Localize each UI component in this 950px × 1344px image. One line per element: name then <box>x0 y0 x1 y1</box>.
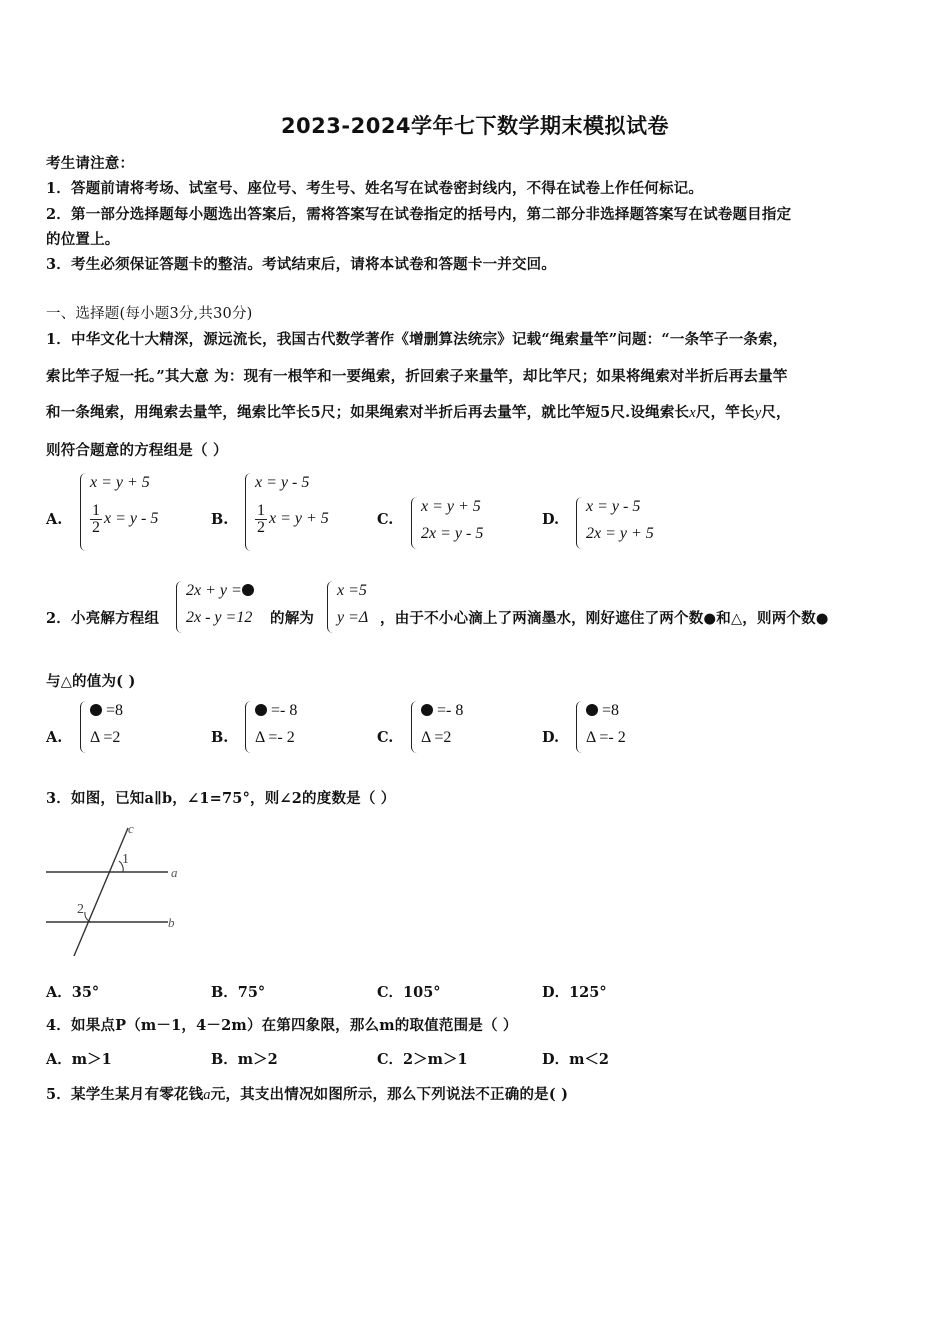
q2-option-c-system: =- 8 Δ =2 <box>411 701 491 753</box>
ink-dot-icon <box>255 704 267 716</box>
q1-option-b-label[interactable]: B. <box>211 511 229 528</box>
q3-stem: 3．如图，已知a∥b，∠1=75°，则∠2的度数是（ ） <box>46 790 396 807</box>
q2-line-2: 与△的值为( ) <box>46 673 136 690</box>
section-heading: 一、选择题(每小题3分,共30分) <box>46 306 253 322</box>
ink-dot-icon <box>90 704 102 716</box>
q1-line: 1．中华文化十大精深，源远流长，我国古代数学著作《增删算法统宗》记载“绳索量竿”问题：“一条竿子一条索， <box>46 331 788 348</box>
q4-stem: 4．如果点P（m－1，4－2m）在第四象限，那么m的取值范围是（ ） <box>46 1017 518 1034</box>
q1-option-a-system: x = y + 5 $\frac{1}{2}$ x = y - 5 <box>80 473 190 551</box>
q3-option-c[interactable]: C．105° <box>377 984 441 1001</box>
q3-option-a[interactable]: A．35° <box>46 984 100 1001</box>
q3-option-d[interactable]: D．125° <box>542 984 607 1001</box>
q4-option-c[interactable]: C．2＞m＞1 <box>377 1051 468 1068</box>
ink-dot-icon <box>586 704 598 716</box>
line-c <box>74 828 128 956</box>
label-a: a <box>171 865 178 880</box>
ink-dot-icon <box>242 584 254 596</box>
q1-option-a-label[interactable]: A. <box>46 511 63 528</box>
q3-option-b[interactable]: B．75° <box>211 984 266 1001</box>
q2-suffix: ，由于不小心滴上了两滴墨水，刚好遮住了两个数●和△，则两个数● <box>380 610 829 627</box>
q1-line: 索比竿子短一托。”其大意 为：现有一根竿和一要绳索，折回索子来量竿，却比竿尺；如果将绳索对半折后再去量竿 <box>46 368 788 385</box>
var-y: y <box>754 405 762 421</box>
q1-option-d-label[interactable]: D. <box>542 511 560 528</box>
ink-dot-icon <box>421 704 433 716</box>
q2-option-b-label[interactable]: B. <box>211 729 229 746</box>
q2-system: 2x + y = 2x - y =12 <box>176 581 271 633</box>
q1-option-c-label[interactable]: C. <box>377 511 394 528</box>
page-title: 2023-2024学年七下数学期末模拟试卷 <box>280 114 670 138</box>
q4-option-d[interactable]: D．m＜2 <box>542 1051 610 1068</box>
q1-line: 则符合题意的方程组是（ ） <box>46 442 228 459</box>
q5-stem: 5．某学生某月有零花钱a元，其支出情况如图所示，那么下列说法不正确的是( ) <box>46 1086 569 1103</box>
parallel-lines-figure <box>40 820 190 965</box>
var-a: a <box>203 1087 211 1103</box>
var-x: x <box>689 405 696 421</box>
q1-option-d-system: x = y - 5 2x = y + 5 <box>576 497 686 549</box>
label-b: b <box>168 915 175 930</box>
q4-option-a[interactable]: A．m＞1 <box>46 1051 112 1068</box>
q2-solution: x =5 y =Δ <box>327 581 387 633</box>
notice-item: 的位置上。 <box>46 231 120 248</box>
q2-option-a-system: =8 Δ =2 <box>80 701 160 753</box>
label-angle-2: 2 <box>77 902 84 917</box>
q4-option-b[interactable]: B．m＞2 <box>211 1051 278 1068</box>
q2-option-a-label[interactable]: A. <box>46 729 63 746</box>
q2-option-d-system: =8 Δ =- 2 <box>576 701 656 753</box>
q1-option-b-system: x = y - 5 $\frac{1}{2}$ x = y + 5 <box>245 473 355 551</box>
q2-option-c-label[interactable]: C. <box>377 729 394 746</box>
notice-item: 3．考生必须保证答题卡的整洁。考试结束后，请将本试卷和答题卡一并交回。 <box>46 256 557 273</box>
notice-item: 1．答题前请将考场、试室号、座位号、考生号、姓名写在试卷密封线内，不得在试卷上作任何标记。 <box>46 180 704 197</box>
q1-line-3: 和一条绳索，用绳索去量竿，绳索比竿长5尺；如果绳索对半折后再去量竿，就比竿短5尺.设绳索长x尺，竿长y尺， <box>46 404 791 421</box>
q2-middle: 的解为 <box>270 610 315 627</box>
label-angle-1: 1 <box>122 852 129 867</box>
notice-item: 2．第一部分选择题每小题选出答案后，需将答案写在试卷指定的括号内，第二部分非选择题答案写在试卷题目指定 <box>46 206 792 223</box>
q1-option-c-system: x = y + 5 2x = y - 5 <box>411 497 521 549</box>
label-c: c <box>128 821 134 836</box>
q2-option-b-system: =- 8 Δ =- 2 <box>245 701 325 753</box>
q2-option-d-label[interactable]: D. <box>542 729 560 746</box>
q2-prefix: 2．小亮解方程组 <box>46 610 160 627</box>
notice-heading: 考生请注意： <box>46 155 135 172</box>
